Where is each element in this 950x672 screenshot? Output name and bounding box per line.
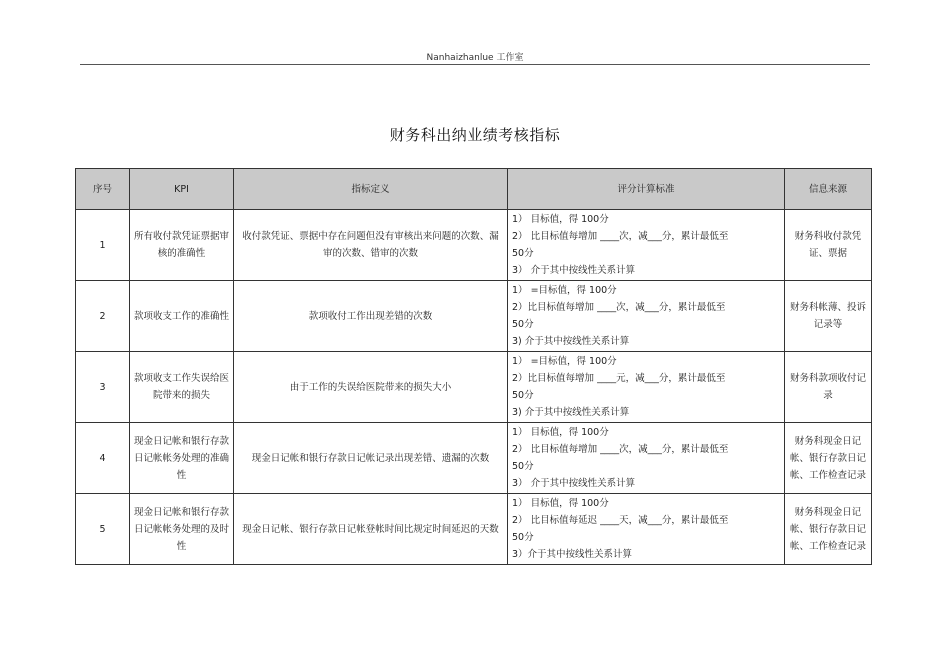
table-row [76, 281, 872, 352]
scoring-line: 1） =目标值，得 100分 [512, 356, 617, 367]
document-title: 财务科出纳业绩考核指标 [389, 126, 561, 144]
scoring-line: 1） 目标值，得 100分 [512, 498, 609, 509]
column-header-definition: 指标定义 [234, 169, 508, 210]
scoring-line: 2） 比目标值每增加 ____次，减___分，累计最低至 [512, 444, 729, 455]
row-definition: 现金日记帐和银行存款日记帐记录出现差错、遗漏的次数 [234, 423, 508, 494]
row-definition: 现金日记帐、银行存款日记帐登帐时间比规定时间延迟的天数 [234, 494, 508, 565]
scoring-line: 3） 介于其中按线性关系计算 [512, 265, 636, 276]
scoring-line: 50分 [512, 461, 534, 472]
scoring-line: 50分 [512, 319, 534, 330]
row-scoring [508, 423, 785, 494]
row-scoring [508, 281, 785, 352]
row-source: 财务科帐薄、投诉记录等 [785, 281, 872, 352]
scoring-line: 50分 [512, 532, 534, 543]
row-scoring [508, 352, 785, 423]
table-row [76, 423, 872, 494]
column-header-kpi: KPI [130, 169, 234, 210]
row-source: 财务科现金日记帐、银行存款日记帐、工作检查记录 [785, 423, 872, 494]
row-index: 2 [76, 281, 130, 352]
scoring-line: 3) 介于其中按线性关系计算 [512, 336, 630, 347]
scoring-line: 2）比目标值每增加 ____次，减___分，累计最低至 [512, 302, 726, 313]
column-header-scoring: 评分计算标准 [508, 169, 785, 210]
scoring-line: 3）介于其中按线性关系计算 [512, 549, 633, 560]
row-definition: 由于工作的失误给医院带来的损失大小 [234, 352, 508, 423]
table-row [76, 494, 872, 565]
scoring-line: 1） 目标值，得 100分 [512, 427, 609, 438]
scoring-line: 3) 介于其中按线性关系计算 [512, 407, 630, 418]
scoring-line: 2）比目标值每增加 ____元，减___分，累计最低至 [512, 373, 726, 384]
row-kpi: 款项收支工作的准确性 [130, 281, 234, 352]
scoring-line: 1） 目标值，得 100分 [512, 214, 609, 225]
row-scoring [508, 210, 785, 281]
column-header-index: 序号 [76, 169, 130, 210]
row-index: 1 [76, 210, 130, 281]
row-source: 财务科款项收付记录 [785, 352, 872, 423]
scoring-line: 50分 [512, 390, 534, 401]
row-scoring [508, 494, 785, 565]
row-kpi: 现金日记帐和银行存款日记帐帐务处理的准确性 [130, 423, 234, 494]
scoring-line: 2） 比目标值每增加 ____次，减___分，累计最低至 [512, 231, 729, 242]
row-kpi: 款项收支工作失误给医院带来的损失 [130, 352, 234, 423]
row-definition: 款项收付工作出现差错的次数 [234, 281, 508, 352]
scoring-line: 1） =目标值，得 100分 [512, 285, 617, 296]
kpi-table [75, 168, 872, 565]
row-index: 4 [76, 423, 130, 494]
table-row [76, 210, 872, 281]
row-index: 3 [76, 352, 130, 423]
column-header-source: 信息来源 [785, 169, 872, 210]
page-header: Nanhaizhanlue 工作室 [426, 53, 524, 63]
table-header-row [76, 169, 872, 210]
row-kpi: 所有收付款凭证票据审核的准确性 [130, 210, 234, 281]
scoring-line: 3） 介于其中按线性关系计算 [512, 478, 636, 489]
row-source: 财务科收付款凭证、票据 [785, 210, 872, 281]
row-source: 财务科现金日记帐、银行存款日记帐、工作检查记录 [785, 494, 872, 565]
scoring-line: 2） 比目标值每延迟 ____天，减___分，累计最低至 [512, 515, 729, 526]
table-row [76, 352, 872, 423]
header-divider [80, 64, 870, 65]
row-definition: 收付款凭证、票据中存在问题但没有审核出来问题的次数、漏审的次数、错审的次数 [234, 210, 508, 281]
row-kpi: 现金日记帐和银行存款日记帐帐务处理的及时性 [130, 494, 234, 565]
row-index: 5 [76, 494, 130, 565]
scoring-line: 50分 [512, 248, 534, 259]
